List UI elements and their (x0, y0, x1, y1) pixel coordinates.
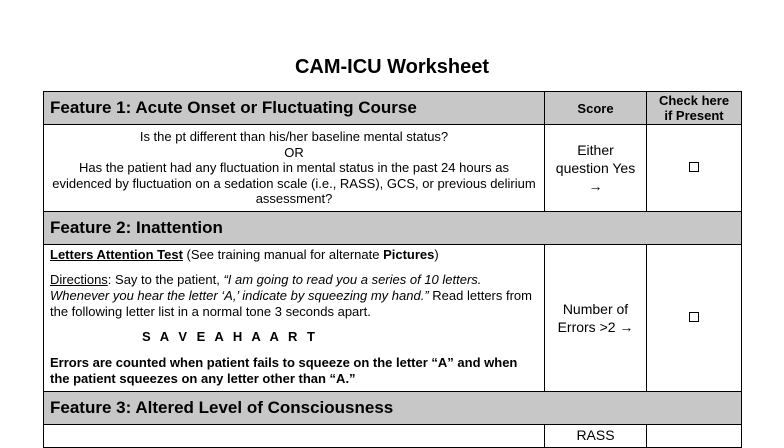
directions-label: Directions (50, 272, 108, 287)
directions-tail: Read letters from the following letter list in a normal tone 3 seconds apart. (50, 288, 532, 319)
letters-attention-test-label: Letters Attention Test (50, 247, 183, 262)
feature2-score-criteria (545, 245, 647, 392)
check-header-line1: Check here (658, 93, 730, 108)
cam-icu-worksheet-table (43, 91, 742, 448)
feature2-score-line1: Number of (562, 301, 629, 317)
feature1-header-row (44, 92, 742, 125)
directions-paragraph (50, 272, 538, 320)
feature1-question-fluctuation: Has the patient had any fluctuation in mental status in the past 24 hours as evidenced by fluctuation on a sedation scale (i.e., RASS), GCS, or previous delirium assessment? (52, 160, 536, 207)
letters-attention-test-line (50, 247, 538, 263)
feature2-score-line2: Errors >2 → (557, 319, 634, 335)
score-column-header: Score (545, 92, 647, 125)
test-note-close: ) (434, 247, 439, 262)
feature1-checkbox[interactable] (689, 162, 699, 172)
feature1-question-or: OR (284, 144, 304, 160)
feature1-questions (44, 125, 545, 212)
feature3-check-cell (647, 425, 742, 448)
feature3-header-row (44, 392, 742, 425)
check-header-line2: if Present (664, 108, 724, 123)
feature3-instructions (44, 425, 545, 448)
feature1-question-baseline: Is the pt different than his/her baseline mental status? (139, 129, 449, 145)
feature2-instructions (44, 245, 545, 392)
feature3-body-row (44, 425, 742, 448)
worksheet-title: CAM-ICU Worksheet (294, 56, 490, 78)
directions-script: “I am going to read you a series of 10 letters. Whenever you hear the letter ‘A,’ indicate by squeezing my hand.” (50, 272, 482, 303)
feature1-score-line2: question Yes (555, 160, 636, 176)
pictures-label: Pictures (383, 247, 435, 262)
feature1-score-criteria (545, 125, 647, 212)
feature1-title: Feature 1: Acute Onset or Fluctuating Course (44, 92, 545, 125)
feature1-body-row (44, 125, 742, 212)
errors-explanation: Errors are counted when patient fails to squeeze on the letter “A” and when the patient squeezes on any letter other than “A.” (50, 355, 518, 386)
feature2-title: Feature 2: Inattention (44, 212, 742, 245)
feature1-arrow-icon: → (588, 178, 603, 194)
letter-list: S A V E A H A A R T (142, 329, 318, 344)
feature2-check-cell (647, 245, 742, 392)
check-column-header (647, 92, 742, 125)
directions-intro: : Say to the patient, (107, 272, 224, 287)
feature1-score-line1: Either (577, 142, 614, 158)
feature2-checkbox[interactable] (689, 312, 699, 322)
feature3-title: Feature 3: Altered Level of Consciousness (44, 392, 742, 425)
test-note-text: (See training manual for alternate (186, 247, 384, 262)
feature1-check-cell (647, 125, 742, 212)
feature2-header-row (44, 212, 742, 245)
feature3-score-criteria: RASS (545, 425, 647, 448)
feature2-body-row (44, 245, 742, 392)
